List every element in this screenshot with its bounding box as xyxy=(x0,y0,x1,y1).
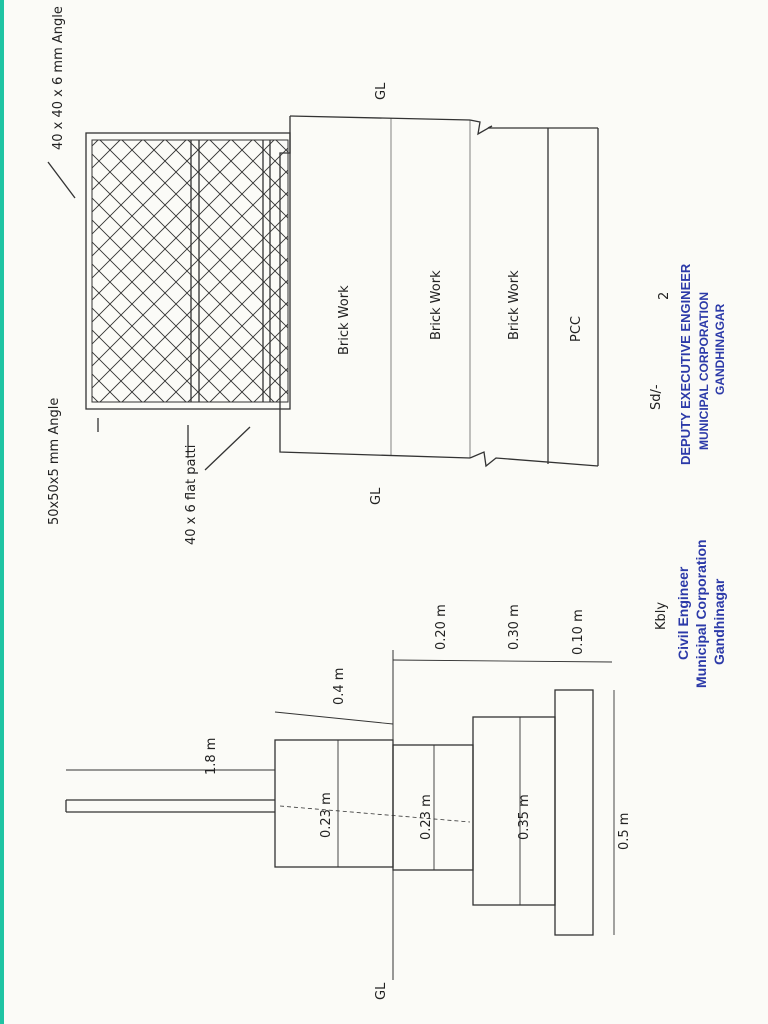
mesh-wire xyxy=(342,140,604,402)
mesh-wire xyxy=(0,140,230,402)
mesh-wire xyxy=(0,140,120,402)
label-d1: 0.20 m xyxy=(434,604,449,650)
dim-above-gl xyxy=(275,712,393,724)
label-side-angle: 50x50x5 mm Angle xyxy=(47,397,62,525)
label-brick-work-3: Brick Work xyxy=(507,270,522,340)
mesh-wire xyxy=(0,140,98,402)
mesh-wire xyxy=(0,140,208,402)
mesh-wire xyxy=(408,140,670,402)
post-center xyxy=(280,806,470,822)
mesh-wire xyxy=(408,140,670,402)
leader-patti-2 xyxy=(205,427,250,470)
deputy-mark: 2 xyxy=(657,291,672,300)
mesh-wire xyxy=(254,140,516,402)
mesh-wire xyxy=(0,140,252,402)
mesh-wire xyxy=(0,140,76,402)
dim-depth xyxy=(393,660,612,662)
label-w1: 0.23 m xyxy=(319,792,334,838)
deputy-line1: DEPUTY EXECUTIVE ENGINEER xyxy=(678,263,693,465)
block-top xyxy=(290,116,470,120)
mesh-wire xyxy=(342,140,604,402)
label-d3: 0.10 m xyxy=(571,609,586,655)
break-line-bottom xyxy=(470,452,598,466)
mesh-wire xyxy=(320,140,582,402)
mesh-wire xyxy=(0,140,208,402)
deputy-signature: Sd/- xyxy=(649,384,664,410)
mesh-wire xyxy=(254,140,516,402)
mesh-wire xyxy=(0,140,252,402)
label-flat-patti: 40 x 6 flat patti xyxy=(184,444,199,545)
mesh-wire xyxy=(364,140,626,402)
label-top-angle: 40 x 40 x 6 mm Angle xyxy=(51,6,66,150)
label-above-gl: 0.4 m xyxy=(332,667,347,705)
label-w2: 0.23 m xyxy=(419,794,434,840)
mesh-wire xyxy=(584,140,768,402)
leader-top-angle xyxy=(48,162,75,198)
deputy-engineer-stamp xyxy=(649,263,727,465)
chain-link-mesh xyxy=(0,140,768,402)
mesh-wire xyxy=(276,140,538,402)
mesh-wire xyxy=(0,140,230,402)
mesh-wire xyxy=(430,140,692,402)
civil-line1: Civil Engineer xyxy=(675,566,691,660)
mesh-wire xyxy=(364,140,626,402)
mesh-wire xyxy=(0,140,120,402)
label-w4: 0.5 m xyxy=(617,812,632,850)
label-gl-mid: GL xyxy=(369,487,384,505)
fence-frame xyxy=(86,133,290,409)
mesh-wire xyxy=(0,140,186,402)
mesh-wire xyxy=(320,140,582,402)
mesh-wire xyxy=(540,140,768,402)
mesh-wire xyxy=(584,140,768,402)
mesh-wire xyxy=(430,140,692,402)
mesh-wire xyxy=(0,140,98,402)
mesh-wire xyxy=(562,140,768,402)
mesh-wire xyxy=(0,140,76,402)
civil-line3: Gandhinagar xyxy=(711,578,727,665)
deputy-line3: GANDHINAGAR xyxy=(713,303,727,395)
deputy-line2: MUNICIPAL CORPORATION xyxy=(697,292,711,450)
mesh-wire xyxy=(0,140,54,402)
section-footing xyxy=(473,717,555,905)
mesh-wire xyxy=(518,140,768,402)
break-line-top xyxy=(470,120,598,134)
label-brick-work-1: Brick Work xyxy=(337,285,352,355)
label-w3: 0.35 m xyxy=(517,794,532,840)
label-brick-work-2: Brick Work xyxy=(429,270,444,340)
fence-elevation xyxy=(0,116,768,470)
civil-engineer-stamp xyxy=(654,539,727,688)
mesh-wire xyxy=(540,140,768,402)
mesh-wire xyxy=(0,140,186,402)
label-gl-top: GL xyxy=(374,82,389,100)
label-gl-bottom: GL xyxy=(374,982,389,1000)
label-pcc: PCC xyxy=(569,316,584,342)
mesh-wire xyxy=(276,140,538,402)
label-d2: 0.30 m xyxy=(507,604,522,650)
section-wall-top xyxy=(275,740,393,867)
mesh-wire xyxy=(0,140,54,402)
section-text xyxy=(204,604,632,1000)
mesh-wire xyxy=(562,140,768,402)
section-pcc xyxy=(555,690,593,935)
civil-signature: Kbly xyxy=(654,601,669,630)
civil-line2: Municipal Corporation xyxy=(693,539,709,688)
mesh-wire xyxy=(452,140,714,402)
label-height: 1.8 m xyxy=(204,737,219,775)
elevation-text xyxy=(47,6,584,545)
mesh-wire xyxy=(518,140,768,402)
mesh-wire xyxy=(452,140,714,402)
